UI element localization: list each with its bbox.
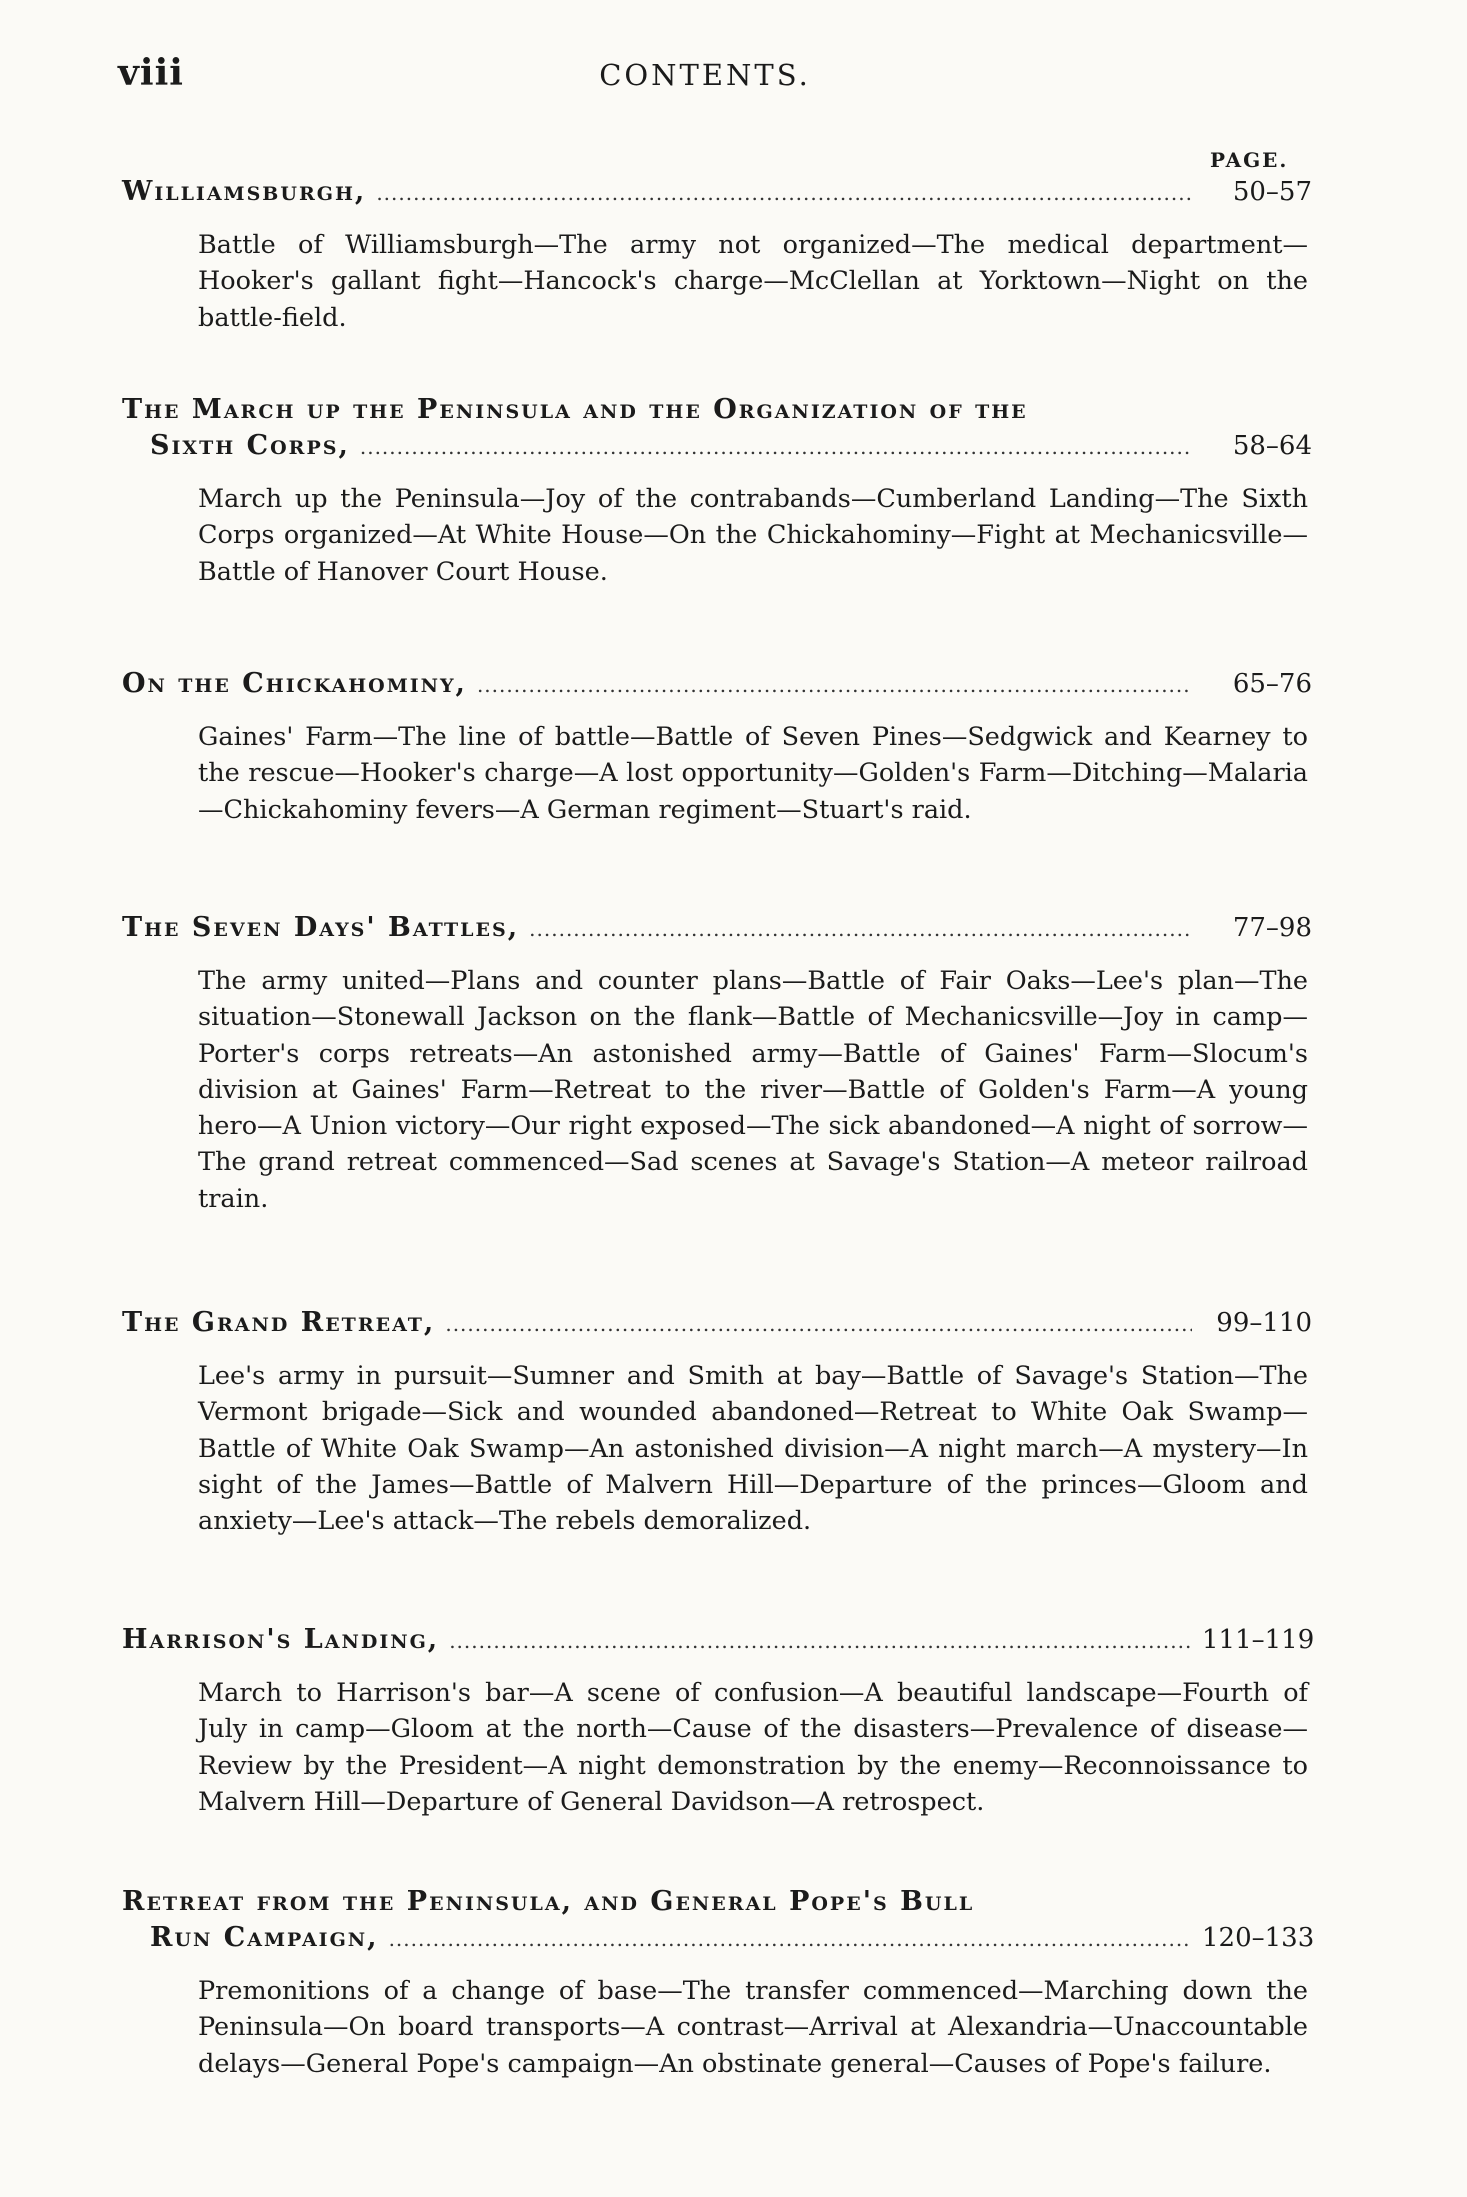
dot-leader <box>445 1306 1192 1342</box>
entry-pages: 50–57 <box>1232 177 1312 207</box>
entry-pages: 65–76 <box>1232 669 1312 699</box>
entry-pages: 111–119 <box>1202 1625 1315 1655</box>
toc-entry <box>122 392 1312 590</box>
toc-entry <box>122 174 1312 336</box>
entry-title-line-1: Retreat from the Peninsula, and General Pope's Bull <box>122 1886 975 1917</box>
dot-leader <box>360 429 1192 465</box>
toc-heading <box>122 1920 1315 1957</box>
page-number: viii <box>118 52 184 94</box>
toc-entry <box>122 910 1312 1217</box>
dot-leader <box>449 1623 1192 1659</box>
page-column-label: PAGE. <box>1210 148 1289 172</box>
entry-title: On the Chickahominy, <box>122 668 467 699</box>
entry-title-line-2: Sixth Corps, <box>150 430 350 461</box>
dot-leader <box>389 1921 1192 1957</box>
entry-title: The Grand Retreat, <box>122 1307 436 1338</box>
dot-leader <box>477 667 1192 703</box>
entry-summary: Premonitions of a change of base—The transfer commenced—Marching down the Peninsula—On board transports—A contrast—Arrival at Alexandria—Unaccountable delays—General Pope's campaign—An obstinate general—Causes of Pope's failure. <box>198 1976 1308 2079</box>
toc-heading <box>122 174 1312 211</box>
entry-summary: March to Harrison's bar—A scene of confusion—A beautiful landscape—Fourth of July in camp—Gloom at the north—Cause of the disasters—Prevalence of disease—Review by the President—A night demonstration by the enemy—Reconnoissance to Malvern Hill—Departure of General Davidson—A retrospect. <box>198 1678 1308 1817</box>
entry-title-line-1: The March up the Peninsula and the Organization of the <box>122 394 1028 425</box>
toc-entry <box>122 666 1312 828</box>
toc-entry <box>122 1884 1315 2082</box>
toc-heading <box>122 1622 1315 1659</box>
toc-heading <box>122 910 1312 947</box>
entry-title: Williamsburgh, <box>122 176 367 207</box>
entry-summary: March up the Peninsula—Joy of the contrabands—Cumberland Landing—The Sixth Corps organized—At White House—On the Chickahominy—Fight at Mechanicsville—Battle of Hanover Court House. <box>198 484 1308 587</box>
entry-pages: 58–64 <box>1232 431 1312 461</box>
entry-title-line-2: Run Campaign, <box>150 1922 379 1953</box>
entry-summary: Gaines' Farm—The line of battle—Battle of Seven Pines—Sedgwick and Kearney to the rescue—Hooker's charge—A lost opportunity—Golden's Farm—Ditching—Malaria—Chickahominy fevers—A German regiment—Stuart's raid. <box>198 722 1308 825</box>
dot-leader <box>376 175 1192 211</box>
entry-pages: 99–110 <box>1216 1308 1312 1338</box>
dot-leader <box>529 911 1192 947</box>
entry-title: The Seven Days' Battles, <box>122 912 520 943</box>
toc-heading <box>122 1305 1312 1342</box>
entry-summary: The army united—Plans and counter plans—Battle of Fair Oaks—Lee's plan—The situation—Stonewall Jackson on the flank—Battle of Mechanicsville—Joy in camp—Porter's corps retreats—An astonished army—Battle of Gaines' Farm—Slocum's division at Gaines' Farm—Retreat to the river—Battle of Golden's Farm—A young hero—A Union victory—Our right exposed—The sick abandoned—A night of sorrow—The grand retreat commenced—Sad scenes at Savage's Station—A meteor railroad train. <box>198 966 1308 1214</box>
running-head: CONTENTS. <box>599 58 811 92</box>
entry-title: Harrison's Landing, <box>122 1624 440 1655</box>
toc-entry <box>122 1305 1312 1539</box>
entry-pages: 120–133 <box>1202 1923 1315 1953</box>
toc-heading <box>122 666 1312 703</box>
entry-summary: Battle of Williamsburgh—The army not organized—The medical department—Hooker's gallant fight—Hancock's charge—McClellan at Yorktown—Night on the battle-field. <box>198 230 1308 333</box>
toc-entry <box>122 1622 1315 1820</box>
toc-heading <box>122 428 1312 465</box>
entry-summary: Lee's army in pursuit—Sumner and Smith at bay—Battle of Savage's Station—The Vermont brigade—Sick and wounded abandoned—Retreat to White Oak Swamp—Battle of White Oak Swamp—An astonished division—A night march—A mystery—In sight of the James—Battle of Malvern Hill—Departure of the princes—Gloom and anxiety—Lee's attack—The rebels demoralized. <box>198 1361 1308 1537</box>
entry-pages: 77–98 <box>1232 913 1312 943</box>
